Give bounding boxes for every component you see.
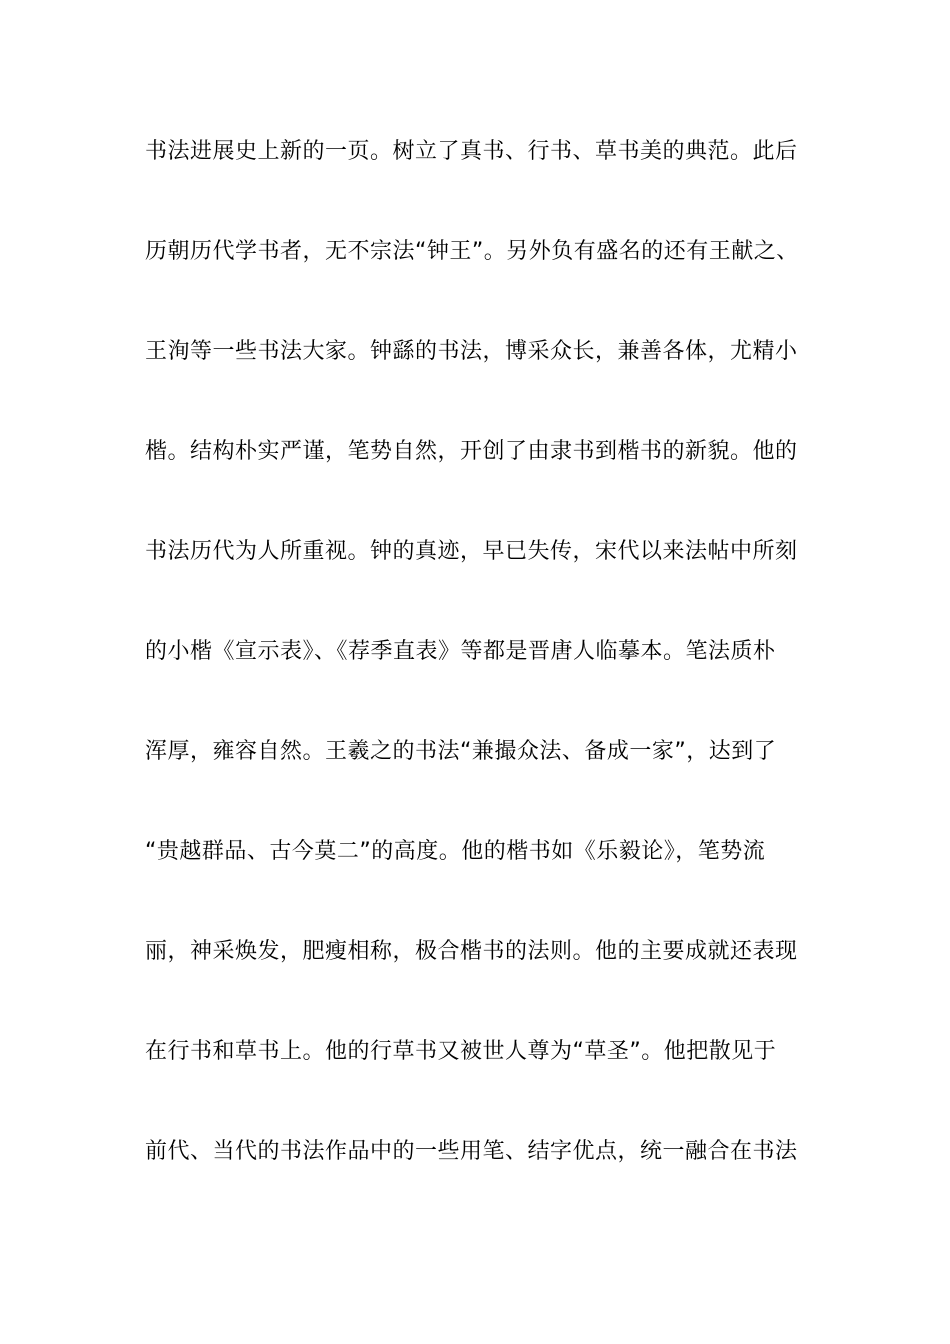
text-line: 前代、当代的书法作品中的一些用笔、结字优点，统一融合在书法 xyxy=(145,1139,798,1164)
text-line: 的小楷《宣示表》、《荐季直表》等都是晋唐人临摹本。笔法质朴 xyxy=(145,639,776,664)
text-line: “贵越群品、古今莫二”的高度。他的楷书如《乐毅论》，笔势流 xyxy=(145,839,766,864)
text-line: 楷。结构朴实严谨，笔势自然，开创了由隶书到楷书的新貌。他的 xyxy=(145,439,798,464)
text-line: 王洵等一些书法大家。钟繇的书法，博采众长，兼善各体，尤精小 xyxy=(145,339,798,364)
text-line: 丽，神采焕发，肥瘦相称，极合楷书的法则。他的主要成就还表现 xyxy=(145,939,798,964)
text-line: 浑厚，雍容自然。王羲之的书法“兼撮众法、备成一家”，达到了 xyxy=(145,739,777,764)
text-line: 书法历代为人所重视。钟的真迹，早已失传，宋代以来法帖中所刻 xyxy=(145,539,798,564)
text-line: 历朝历代学书者，无不宗法“钟王”。另外负有盛名的还有王献之、 xyxy=(145,239,799,264)
text-line: 在行书和草书上。他的行草书又被世人尊为“草圣”。他把散见于 xyxy=(145,1039,777,1064)
body-text xyxy=(145,132,845,1232)
text-line: 书法进展史上新的一页。树立了真书、行书、草书美的典范。此后 xyxy=(145,139,798,164)
